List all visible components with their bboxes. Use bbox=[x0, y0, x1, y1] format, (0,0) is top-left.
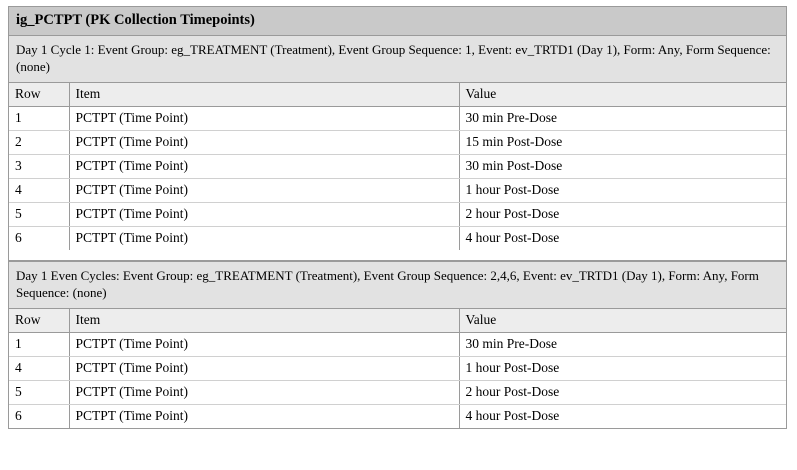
table-cell: 3 bbox=[9, 154, 69, 178]
table-cell: 1 hour Post-Dose bbox=[459, 356, 786, 380]
table-cell: PCTPT (Time Point) bbox=[69, 380, 459, 404]
table-cell: 5 bbox=[9, 202, 69, 226]
table-cell: PCTPT (Time Point) bbox=[69, 356, 459, 380]
table-cell: 4 bbox=[9, 356, 69, 380]
table-cell: 15 min Post-Dose bbox=[459, 130, 786, 154]
table-cell: 1 hour Post-Dose bbox=[459, 178, 786, 202]
table-cell: PCTPT (Time Point) bbox=[69, 202, 459, 226]
table-row bbox=[9, 154, 786, 178]
table-row bbox=[9, 332, 786, 356]
table-row bbox=[9, 226, 786, 250]
table-cell: PCTPT (Time Point) bbox=[69, 106, 459, 130]
column-header: Row bbox=[9, 309, 69, 333]
table-header-row bbox=[9, 83, 786, 107]
table-cell: PCTPT (Time Point) bbox=[69, 332, 459, 356]
table-cell: PCTPT (Time Point) bbox=[69, 404, 459, 428]
table-cell: PCTPT (Time Point) bbox=[69, 178, 459, 202]
table-cell: PCTPT (Time Point) bbox=[69, 154, 459, 178]
data-table bbox=[9, 309, 786, 428]
table-cell: 2 bbox=[9, 130, 69, 154]
table-cell: PCTPT (Time Point) bbox=[69, 130, 459, 154]
section-header: Day 1 Even Cycles: Event Group: eg_TREATMENT (Treatment), Event Group Sequence: 2,4,6, Event: ev_TRTD1 (Day 1), Form: Any, Form Sequence: (none) bbox=[9, 262, 786, 309]
table-cell: 30 min Pre-Dose bbox=[459, 106, 786, 130]
section-gap bbox=[9, 250, 786, 261]
table-cell: 6 bbox=[9, 226, 69, 250]
table-cell: 4 bbox=[9, 178, 69, 202]
column-header: Value bbox=[459, 309, 786, 333]
table-cell: 2 hour Post-Dose bbox=[459, 380, 786, 404]
section bbox=[9, 36, 786, 250]
document-title: ig_PCTPT (PK Collection Timepoints) bbox=[9, 7, 786, 36]
section bbox=[9, 261, 786, 428]
column-header: Row bbox=[9, 83, 69, 107]
table-cell: 6 bbox=[9, 404, 69, 428]
table-cell: PCTPT (Time Point) bbox=[69, 226, 459, 250]
table-cell: 2 hour Post-Dose bbox=[459, 202, 786, 226]
table-row bbox=[9, 130, 786, 154]
table-cell: 30 min Post-Dose bbox=[459, 154, 786, 178]
table-cell: 5 bbox=[9, 380, 69, 404]
table-header-row bbox=[9, 309, 786, 333]
table-cell: 1 bbox=[9, 332, 69, 356]
column-header: Item bbox=[69, 309, 459, 333]
table-row bbox=[9, 106, 786, 130]
column-header: Item bbox=[69, 83, 459, 107]
data-table bbox=[9, 83, 786, 250]
table-cell: 4 hour Post-Dose bbox=[465, 229, 560, 245]
table-row bbox=[9, 356, 786, 380]
table-row bbox=[9, 202, 786, 226]
table-cell: 4 hour Post-Dose bbox=[465, 407, 560, 423]
table-row bbox=[9, 380, 786, 404]
table-cell: 1 bbox=[9, 106, 69, 130]
table-row bbox=[9, 178, 786, 202]
column-header: Value bbox=[459, 83, 786, 107]
table-row bbox=[9, 404, 786, 428]
section-header: Day 1 Cycle 1: Event Group: eg_TREATMENT (Treatment), Event Group Sequence: 1, Event: ev_TRTD1 (Day 1), Form: Any, Form Sequence: (none) bbox=[9, 36, 786, 83]
document-panel bbox=[8, 6, 787, 429]
sections-container bbox=[9, 36, 786, 428]
table-cell: 30 min Pre-Dose bbox=[459, 332, 786, 356]
